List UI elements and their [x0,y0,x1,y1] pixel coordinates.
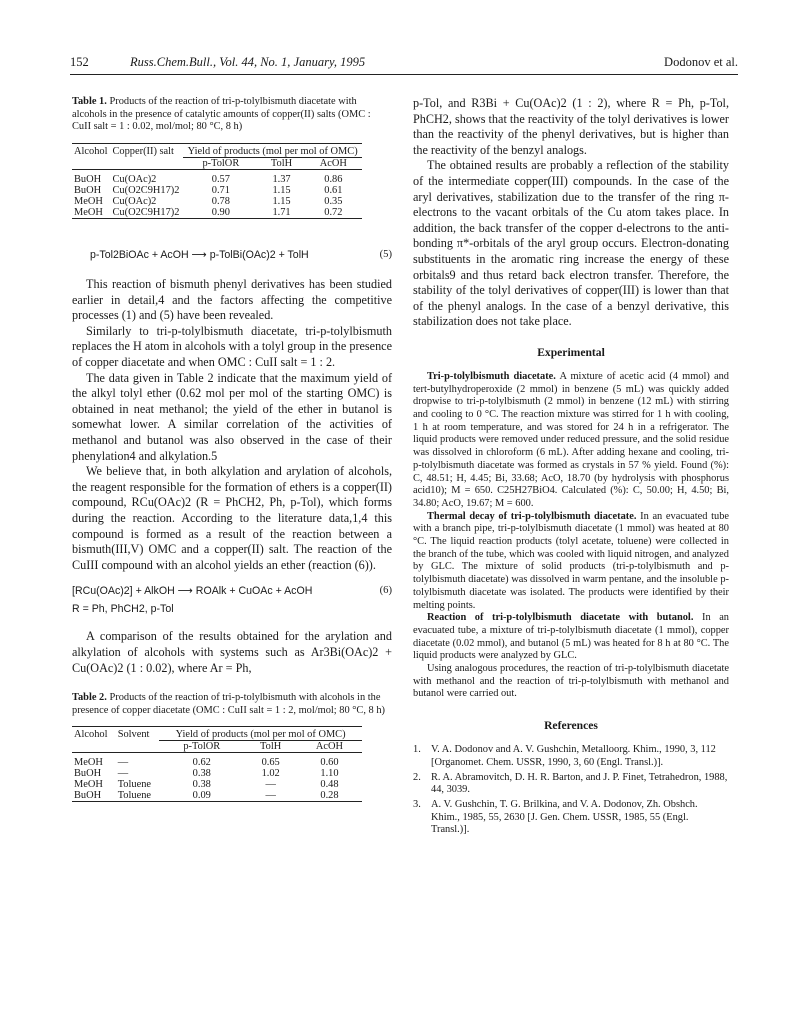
paragraph-text: In an evacuated tube, a mixture of tri-p-tolylbismuth diacetate (1 mmol), copper diacetate (0.02 mmol), and butanol (5 mL) was heated for 8 h at 80 °C. The liquid products were analyzed by GLC. [413,612,729,662]
table-cell: 0.57 [211,174,230,186]
table-cell: Cu(OAc)2 [112,174,157,186]
table1-header-salt: Copper(II) salt [112,146,174,158]
table-row [72,174,362,185]
table1-header-alcohol: Alcohol [74,146,108,158]
equation-5-number: (5) [379,249,392,261]
table-cell: 0.35 [324,196,343,208]
table-row [72,196,362,207]
running-authors: Dodonov et al. [664,55,738,69]
paragraph: The obtained results are probably a reflection of the stability of the intermediate copper(III) compounds. In the case of the aryl derivatives, stabilization due to the transfer of the ring π-electrons to the vacant orbitals of the Cu atom takes place. In addition, the back transfer of the copper d-electrons to the anti-bonding π*-orbitals of the aryl group occurs. Electron-donating substituents in the aromatic ring increase the energy of these orbitals9 and thus retard back electron transfer. Therefore, the stability of the tolyl derivatives of copper(III) is lower than that of the phenyl analogs. In the case of a benzyl derivative, this stabilization does not take place. [413,158,729,329]
experimental-paragraph: Using analogous procedures, the reaction of tri-p-tolylbismuth diacetate with methanol and the reaction of tri-p-tolylbismuth with methanol and butanol were carried out. [413,663,729,700]
table1-header-tolh: TolH [258,158,304,170]
paragraph: Similarly to tri-p-tolylbismuth diacetate, tri-p-tolylbismuth replaces the H atom in alcohols with a tolyl group in the presence of copper diacetate and when OMC : CuII salt = 1 : 2. [72,323,392,370]
equation-6-text: [RCu(OAc)2] + AlkOH ⟶ ROAlk + CuOAc + AcOH [72,585,313,598]
equation-6-note [72,603,392,619]
table-cell: BuOH [74,789,102,801]
paragraph-text: In an evacuated tube with a branch pipe, tri-p-tolylbismuth diacetate (1 mmol) was heated at 80 °C. The liquid reaction products (tolyl acetate, toluene) were collected in the branch of the tube, which was cooled with liquid nitrogen, and analyzed by GLC. The mixture of solid products (tri-p-tolylbismuth and p-tolylbismuth diacetate) was dissolved in warm pentane, and the insoluble p-tolylbismuth diacetate was isolated. The products were identified by their melting points. [413,510,729,611]
paragraph-text: A mixture of acetic acid (4 mmol) and tert-butylhydroperoxide (2 mmol) in benzene (5 mL) was quickly added dropwise to tri-p-tolylbismuth (2 mmol) in benzene (12 mL) with stirring and cooling to 0 °C. The reaction mixture was stirred for 1 h with cooling, 1 h at room temperature, and was stored for 24 h in a refrigerator. The liquid products were removed under reduced pressure, and the solid residue was dissolved in chloroform (6 mL). After adding hexane and cooling, tri-p-tolylbismuth diacetate was formed as crystals in 57 % yield. Found (%): C, 48.51; H, 4.45; Bi, 33.68; AcO, 18.70 (by hydrolysis with phosphorus acid10); M = 650. C25H27BiO4. Calculated (%): C, 50.00; H, 4.50; Bi, 34.80; AcO, 19.67; M = 600. [413,370,730,509]
table1-caption-text: Products of the reaction of tri-p-tolylbismuth diacetate with alcohols in the presence of catalytic amounts of copper(II) salts (OMC : CuII salt = 1 : 0.02, mol/mol; 80 °C, 8 h) [72,96,371,133]
table2-label: Table 2. [72,692,107,704]
run-in-heading: Reaction of tri-p-tolylbismuth diacetate with butanol. [427,612,694,624]
table-cell: 0.65 [261,756,280,768]
table2-header-tolh: TolH [244,740,297,752]
table-cell: Cu(O2C9H17)2 [112,207,180,219]
paragraph: p-Tol, and R3Bi + Cu(OAc)2 (1 : 2), where R = Ph, p-Tol, PhCH2, shows that the reactivity of the tolyl derivatives is lower than the reactivity of the phenyl derivatives, but is higher than the reactivity of the benzyl analogs. [413,96,729,157]
table-cell: 1.37 [272,174,291,186]
experimental-paragraph [413,511,729,613]
table-cell: 0.09 [192,789,211,801]
table-cell: 0.71 [211,185,230,197]
table-cell: MeOH [74,196,103,208]
paragraph: We believe that, in both alkylation and arylation of alcohols, the reagent responsible for the formation of ethers is a copper(II) compound, RCu(OAc)2 (R = PhCH2, Ph, p-Tol), which forms during the reaction. According to the literature data,1,4 this compound is formed as a result of the reaction between a bismuth(III,V) OMC and a copper(II) salt. The reaction of the CuIII compound with an alcohol yields an ether (reaction (6)). [72,464,392,572]
table-cell: 1.71 [272,207,291,219]
table2-header-alcohol: Alcohol [74,728,108,740]
table1-label: Table 1. [72,96,107,107]
section-title-references: References [544,719,598,733]
equation-5 [72,249,392,265]
reference-item [413,744,729,769]
table-cell: 0.86 [324,174,343,186]
table-cell: 0.72 [324,207,343,219]
table-row [72,768,362,779]
paragraph: A comparison of the results obtained for the arylation and alkylation of alcohols with systems such as Ar3Bi(OAc)2 + Cu(OAc)2 (1 : 0.02), where Ar = Ph, [72,629,392,675]
table1-header-yield: Yield of products (mol per mol of OMC) [187,146,358,158]
table-cell: 0.62 [192,756,211,768]
paragraph: The data given in Table 2 indicate that the maximum yield of the alkyl tolyl ether (0.62 mol per mol of the starting OMC) is obtained in neat methanol; the yield of the ether in butanol is somewhat lower. A similar correlation of the activities of methanol and butanol was also observed in the case of their phenylation4 and alkylation.5 [72,370,392,463]
table-row [72,779,362,790]
running-head [70,52,738,75]
left-column [72,96,392,802]
paragraph: This reaction of bismuth phenyl derivatives has been studied earlier in detail,4 and the factors affecting the competitive processes (1) and (5) have been revealed. [72,277,392,323]
right-column [413,96,729,839]
table-cell: 1.15 [272,185,291,197]
table-cell: BuOH [74,767,102,779]
table-cell: — [117,767,129,779]
table1 [72,143,362,219]
reference-item [413,772,729,797]
reference-list [413,744,729,837]
table-cell: Toluene [117,789,152,801]
reference-text: V. A. Dodonov and A. V. Gushchin, Metalloorg. Khim., 1990, 3, 112 [Organomet. Chem. USSR, 1990, 3, 60 (Engl. Transl.)]. [431,744,716,768]
table-cell: MeOH [74,207,103,219]
table-cell: 0.48 [320,778,339,790]
reference-number: 3. [413,799,421,810]
table-cell: 0.28 [320,789,339,801]
run-in-heading: Thermal decay of tri-p-tolylbismuth diacetate. [427,510,637,522]
table-cell: 1.02 [261,767,280,779]
table-cell: 1.15 [272,196,291,208]
table-cell: 0.38 [192,767,211,779]
page-number: 152 [70,55,89,69]
reference-number: 2. [413,771,421,783]
equation-6-note-text: R = Ph, PhCH2, p-Tol [72,603,174,616]
equation-6-number: (6) [379,585,392,597]
table-cell: MeOH [74,756,103,768]
table2 [72,726,362,802]
experimental-paragraph [413,371,729,511]
table-cell: 0.78 [211,196,230,208]
table2-caption-text: Products of the reaction of tri-p-tolylbismuth with alcohols in the presence of copper diacetate (OMC : CuII salt = 1 : 2, mol/mol; 80 °C, 8 h) [72,692,386,716]
table-cell: — [265,778,276,790]
table2-header-ptolor: p-TolOR [159,740,244,752]
equation-6 [72,585,392,601]
equation-5-text: p-Tol2BiOAc + AcOH ⟶ p-TolBi(OAc)2 + TolH [90,249,309,262]
table1-header-ptolor: p-TolOR [183,158,258,170]
table-cell: 1.10 [320,767,339,779]
table-cell: Toluene [117,778,152,790]
table-cell: Cu(O2C9H17)2 [112,185,180,197]
table-cell: — [265,789,276,801]
reference-text: R. A. Abramovitch, D. H. R. Barton, and J. P. Finet, Tetrahedron, 1988, 44, 3039. [431,771,728,796]
table-cell: MeOH [74,778,103,790]
table1-header-acoh: AcOH [305,158,362,170]
experimental-paragraph [413,612,729,663]
journal-citation: Russ.Chem.Bull., Vol. 44, No. 1, January, 1995 [130,55,366,69]
table-cell: BuOH [74,174,102,186]
reference-number: 1. [413,744,421,756]
table-cell: — [117,756,129,768]
table-row [72,185,362,196]
reference-text: A. V. Gushchin, T. G. Brilkina, and V. A. Dodonov, Zh. Obshch. Khim., 1985, 55, 2630 [J. Gen. Chem. USSR, 1985, 55 (Engl. Transl.)]. [431,799,698,836]
table-row [72,757,362,768]
table-cell: 0.60 [320,756,339,768]
table-row [72,790,362,802]
run-in-heading: Tri-p-tolylbismuth diacetate. [427,370,556,382]
table2-header-yield: Yield of products (mol per mol of OMC) [175,728,346,740]
reference-item [413,799,729,837]
table-cell: 0.90 [211,207,230,219]
table2-caption [72,692,390,717]
table1-caption [72,96,390,134]
section-title-experimental: Experimental [537,345,605,359]
table2-header-solvent: Solvent [117,728,150,740]
table2-header-acoh: AcOH [297,740,362,752]
table-row [72,207,362,219]
table-cell: 0.61 [324,185,343,197]
table-cell: Cu(OAc)2 [112,196,157,208]
table-cell: 0.38 [192,778,211,790]
table-cell: BuOH [74,185,102,197]
